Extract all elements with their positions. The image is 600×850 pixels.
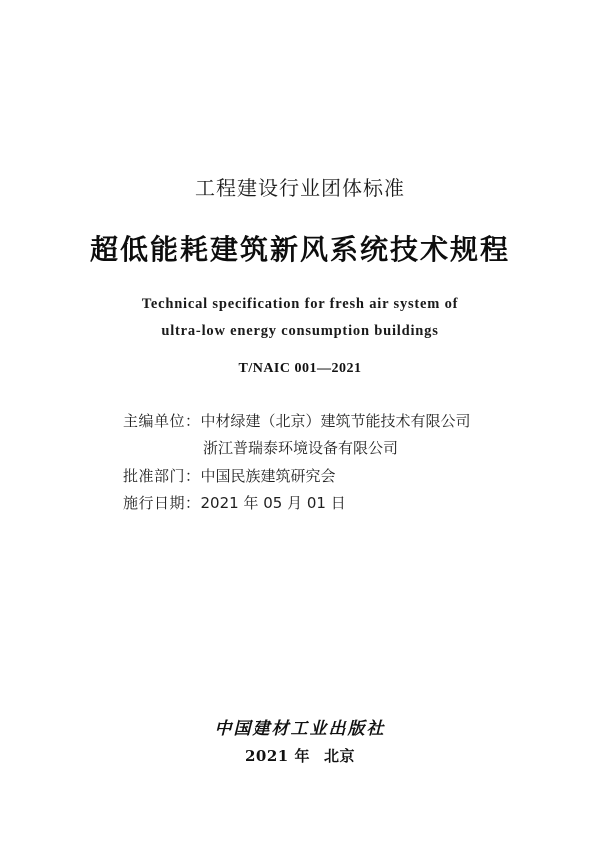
editor-unit-value-1: 中材绿建（北京）建筑节能技术有限公司 <box>200 412 471 430</box>
publication-year: 2021 年 <box>245 747 310 765</box>
series-title: 工程建设行业团体标准 <box>195 176 405 200</box>
document-title-english-line-1: Technical specification for fresh air system of <box>141 296 459 312</box>
document-title-english-line-2: ultra-low energy consumption buildings <box>161 323 439 339</box>
editor-unit-value-2: 浙江普瑞泰环境设备有限公司 <box>203 439 399 457</box>
standard-number: T/NAIC 001—2021 <box>238 361 362 376</box>
effective-date-row <box>123 493 346 513</box>
editor-unit-row <box>123 411 471 431</box>
editor-unit-label: 主编单位： <box>123 412 201 430</box>
publication-info <box>0 745 600 766</box>
approval-department-label: 批准部门： <box>123 467 201 485</box>
approval-department-value: 中国民族建筑研究会 <box>200 467 336 485</box>
approval-department-row <box>123 466 336 486</box>
effective-date-value: 2021 年 05 月 01 日 <box>200 494 346 512</box>
effective-date-label: 施行日期： <box>123 494 201 512</box>
publication-city: 北京 <box>323 747 355 765</box>
publisher-name: 中国建材工业出版社 <box>214 719 386 739</box>
document-title-chinese: 超低能耗建筑新风系统技术规程 <box>89 233 510 266</box>
